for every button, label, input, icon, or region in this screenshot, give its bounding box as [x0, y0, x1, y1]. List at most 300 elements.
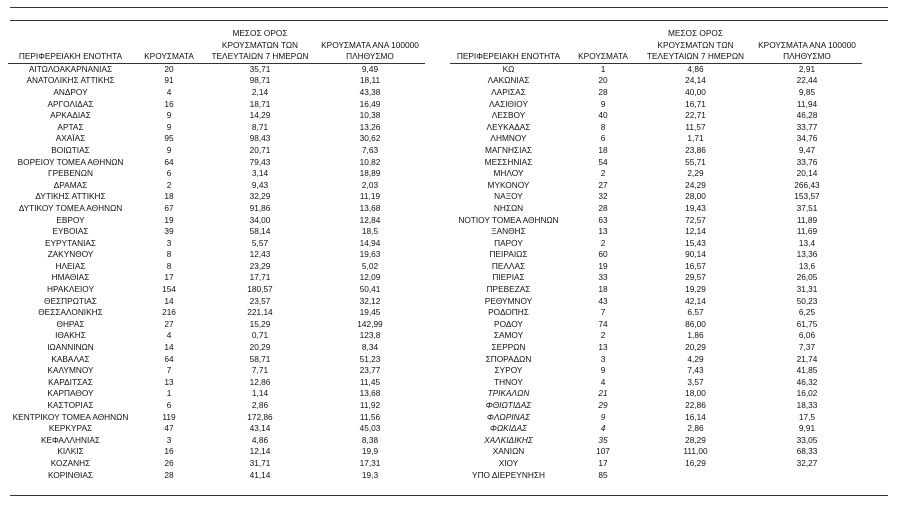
- region-cell: ΚΕΝΤΡΙΚΟΥ ΤΟΜΕΑ ΑΘΗΝΩΝ: [12, 411, 129, 422]
- per-100k-cell: 61,75: [796, 318, 818, 329]
- avg-7day-cell: 15,29: [249, 318, 271, 329]
- region-cell: ΣΠΟΡΑΔΩΝ: [485, 353, 532, 364]
- avg-7day-cell: 1,14: [251, 388, 269, 399]
- cases-cell: 40: [598, 110, 608, 121]
- avg-7day-cell: 98,43: [249, 133, 271, 144]
- region-cell: ΓΡΕΒΕΝΩΝ: [48, 168, 93, 179]
- avg-7day-cell: 55,71: [685, 156, 706, 167]
- per-100k-cell: 11,89: [796, 214, 818, 225]
- per-100k-cell: 18,11: [359, 75, 381, 86]
- avg-7day-cell: 2,86: [687, 423, 704, 434]
- per-100k-cell: 9,47: [798, 144, 816, 155]
- region-cell: ΚΑΡΔΙΤΣΑΣ: [48, 376, 93, 387]
- per-100k-cell: 18,33: [796, 400, 818, 410]
- region-cell: ΠΑΡΟΥ: [494, 237, 523, 248]
- table-row: [8, 99, 425, 111]
- table-row: [8, 249, 425, 261]
- per-100k-cell: 11,56: [359, 411, 381, 422]
- table-row: [450, 458, 862, 470]
- avg-7day-cell: [639, 470, 752, 482]
- avg-7day-cell: 180,57: [247, 284, 273, 295]
- region-cell: ΗΡΑΚΛΕΙΟΥ: [46, 284, 95, 295]
- cases-table-right: [450, 28, 862, 481]
- cases-cell: 6: [166, 168, 172, 179]
- region-cell: ΚΟΖΑΝΗΣ: [50, 457, 91, 468]
- cases-cell: 27: [598, 179, 608, 190]
- per-100k-cell: 2,91: [798, 63, 816, 74]
- per-100k-cell: 46,28: [796, 110, 818, 121]
- region-cell: ΧΑΛΚΙΔΙΚΗΣ: [484, 434, 533, 445]
- per-100k-cell: 45,03: [359, 423, 381, 434]
- region-cell: ΛΗΜΝΟΥ: [490, 133, 527, 144]
- region-cell: ΚΩ: [502, 63, 515, 74]
- table-row: [8, 435, 425, 447]
- per-100k-cell: 17,5: [798, 411, 816, 422]
- per-100k-cell: 19,45: [359, 307, 381, 318]
- cases-cell: 17: [164, 272, 174, 283]
- table-row: [450, 435, 862, 447]
- per-100k-cell: 9,91: [798, 423, 816, 434]
- cases-cell: 14: [164, 295, 174, 306]
- table-row: [450, 157, 862, 169]
- table-row: [450, 226, 862, 238]
- per-100k-cell: 5,02: [361, 260, 379, 271]
- cases-cell: 9: [600, 411, 606, 422]
- table-row: [450, 354, 862, 366]
- per-100k-cell: 14,94: [359, 237, 381, 248]
- per-100k-cell: 23,77: [359, 365, 381, 376]
- per-100k-cell: 16,02: [796, 388, 818, 399]
- cases-cell: 16: [164, 446, 174, 457]
- per-100k-cell: 8,38: [361, 434, 379, 445]
- region-cell: ΕΥΡΥΤΑΝΙΑΣ: [44, 237, 97, 248]
- per-100k-cell: 19,3: [361, 469, 379, 480]
- table-row: [8, 261, 425, 273]
- cases-cell: 154: [162, 284, 176, 295]
- per-100k-cell: 12,09: [359, 272, 381, 283]
- header-7day-average: ΜΕΣΟΣ ΟΡΟΣ ΚΡΟΥΣΜΑΤΩΝ ΤΩΝ ΤΕΛΕΥΤΑΙΩΝ 7 ΗΜΕΡΩΝ: [639, 28, 752, 63]
- table-row: [8, 133, 425, 145]
- avg-7day-cell: 22,71: [685, 110, 706, 121]
- cases-cell: 8: [166, 249, 172, 260]
- cases-cell: 3: [166, 434, 172, 445]
- cases-cell: 14: [164, 342, 174, 353]
- per-100k-cell: 30,62: [359, 133, 381, 144]
- region-cell: ΔΥΤΙΚΗΣ ΑΤΤΙΚΗΣ: [35, 191, 106, 202]
- avg-7day-cell: 172,86: [247, 411, 273, 422]
- per-100k-cell: 12,84: [359, 214, 381, 225]
- cases-cell: 13: [598, 342, 608, 353]
- per-100k-cell: 50,23: [796, 295, 818, 306]
- table-row: [8, 145, 425, 157]
- avg-7day-cell: 20,71: [249, 144, 271, 155]
- table-row: [450, 423, 862, 435]
- table-row: [8, 330, 425, 342]
- cases-cell: 43: [598, 295, 608, 306]
- avg-7day-cell: 23,29: [249, 260, 271, 271]
- avg-7day-cell: 72,57: [685, 214, 706, 225]
- table-row: [450, 75, 862, 87]
- cases-cell: 63: [598, 214, 608, 225]
- cases-cell: 28: [598, 202, 608, 213]
- avg-7day-cell: 79,43: [249, 156, 271, 167]
- cases-cell: 2: [600, 237, 606, 248]
- avg-7day-cell: 20,29: [249, 342, 271, 353]
- per-100k-cell: 50,41: [359, 284, 381, 295]
- region-cell: ΝΑΞΟΥ: [494, 191, 523, 202]
- cases-cell: 74: [598, 318, 608, 329]
- avg-7day-cell: 22,86: [685, 400, 706, 410]
- region-cell: ΣΑΜΟΥ: [493, 330, 524, 341]
- cases-cell: 47: [164, 423, 174, 434]
- region-cell: ΚΕΦΑΛΛΗΝΙΑΣ: [40, 434, 101, 445]
- per-100k-cell: 11,69: [796, 226, 818, 237]
- avg-7day-cell: 12,43: [249, 249, 271, 260]
- region-cell: ΑΧΑΪΑΣ: [55, 133, 86, 144]
- per-100k-cell: 9,49: [361, 63, 379, 74]
- table-row: [8, 412, 425, 424]
- table-row: [450, 215, 862, 227]
- avg-7day-cell: 23,57: [249, 295, 271, 306]
- cases-cell: 107: [596, 446, 610, 457]
- cases-cell: 17: [598, 457, 608, 468]
- avg-7day-cell: 19,29: [685, 284, 706, 295]
- cases-cell: 19: [598, 260, 608, 271]
- region-cell: ΧΑΝΙΩΝ: [492, 446, 525, 457]
- per-100k-cell: 266,43: [794, 179, 820, 190]
- region-cell: ΘΕΣΣΑΛΟΝΙΚΗΣ: [38, 307, 103, 318]
- table-row: [450, 330, 862, 342]
- per-100k-cell: 11,19: [359, 191, 381, 202]
- cases-cell: 67: [164, 202, 174, 213]
- table-row: [8, 342, 425, 354]
- per-100k-cell: 13,36: [796, 249, 818, 260]
- avg-7day-cell: 4,86: [251, 434, 269, 445]
- per-100k-cell: 41,85: [796, 365, 818, 376]
- table-row: [450, 87, 862, 99]
- table-row: [8, 122, 425, 134]
- table-row: [450, 470, 862, 482]
- region-cell: ΑΝΑΤΟΛΙΚΗΣ ΑΤΤΙΚΗΣ: [26, 75, 115, 86]
- cases-cell: 60: [598, 249, 608, 260]
- region-cell: ΔΥΤΙΚΟΥ ΤΟΜΕΑ ΑΘΗΝΩΝ: [18, 202, 123, 213]
- cases-cell: 28: [164, 469, 174, 480]
- table-row: [450, 284, 862, 296]
- table-row: [8, 180, 425, 192]
- region-cell: ΧΙΟΥ: [498, 457, 519, 468]
- avg-7day-cell: 32,29: [249, 191, 271, 202]
- cases-cell: 8: [600, 121, 606, 132]
- per-100k-cell: 18,5: [361, 226, 379, 237]
- table-row: [8, 215, 425, 227]
- region-cell: ΑΡΓΟΛΙΔΑΣ: [47, 98, 94, 109]
- per-100k-cell: 68,33: [796, 446, 818, 457]
- cases-cell: 4: [166, 330, 172, 341]
- header-region: ΠΕΡΙΦΕΡΕΙΑΚΗ ΕΝΟΤΗΤΑ: [8, 28, 133, 63]
- header-cases: ΚΡΟΥΣΜΑΤΑ: [133, 28, 205, 63]
- per-100k-cell: 22,44: [796, 75, 818, 86]
- region-cell: ΡΟΔΟΠΗΣ: [488, 307, 529, 318]
- avg-7day-cell: 3,57: [687, 376, 704, 387]
- region-cell: ΛΑΡΙΣΑΣ: [491, 86, 526, 97]
- table-row: [450, 388, 862, 400]
- avg-7day-cell: 41,14: [249, 469, 271, 480]
- per-100k-cell: 6,25: [798, 307, 816, 318]
- per-100k-cell: 33,77: [796, 121, 818, 132]
- per-100k-cell: 46,32: [796, 376, 818, 387]
- avg-7day-cell: 16,71: [685, 98, 706, 109]
- cases-cell: 39: [164, 226, 174, 237]
- cases-cell: 13: [598, 226, 608, 237]
- region-cell: ΤΗΝΟΥ: [494, 376, 523, 387]
- avg-7day-cell: 6,57: [687, 307, 704, 318]
- cases-cell: 33: [598, 272, 608, 283]
- region-cell: ΜΕΣΣΗΝΙΑΣ: [484, 156, 533, 167]
- table-row: [450, 342, 862, 354]
- avg-7day-cell: 58,71: [249, 353, 271, 364]
- cases-cell: 26: [164, 457, 174, 468]
- table-row: [8, 319, 425, 331]
- region-cell: ΥΠΟ ΔΙΕΡΕΥΝΗΣΗ: [472, 469, 545, 480]
- region-cell: ΤΡΙΚΑΛΩΝ: [487, 388, 530, 399]
- per-100k-cell: 34,76: [796, 133, 818, 144]
- region-cell: ΜΗΛΟΥ: [493, 168, 524, 179]
- table-row: [450, 412, 862, 424]
- cases-cell: 7: [166, 365, 172, 376]
- avg-7day-cell: 7,43: [687, 365, 704, 376]
- table-row: [8, 226, 425, 238]
- avg-7day-cell: 90,14: [685, 249, 706, 260]
- cases-cell: 32: [598, 191, 608, 202]
- per-100k-cell: 37,51: [796, 202, 818, 213]
- region-cell: ΦΛΩΡΙΝΑΣ: [486, 411, 531, 422]
- region-cell: ΕΥΒΟΙΑΣ: [52, 226, 89, 237]
- header-region: ΠΕΡΙΦΕΡΕΙΑΚΗ ΕΝΟΤΗΤΑ: [450, 28, 567, 63]
- avg-7day-cell: 7,71: [251, 365, 269, 376]
- table-row: [450, 365, 862, 377]
- table-row: [450, 261, 862, 273]
- per-100k-cell: 8,34: [361, 342, 379, 353]
- header-cases: ΚΡΟΥΣΜΑΤΑ: [567, 28, 639, 63]
- region-cell: ΝΟΤΙΟΥ ΤΟΜΕΑ ΑΘΗΝΩΝ: [458, 214, 559, 225]
- region-cell: ΚΑΡΠΑΘΟΥ: [47, 388, 94, 399]
- table-row: [8, 470, 425, 482]
- table-row: [8, 203, 425, 215]
- region-cell: ΜΥΚΟΝΟΥ: [487, 179, 530, 190]
- avg-7day-cell: 0,71: [251, 330, 269, 341]
- avg-7day-cell: 86,00: [685, 318, 706, 329]
- table-row: [450, 319, 862, 331]
- cases-cell: 20: [164, 63, 174, 74]
- per-100k-cell: 13,68: [359, 388, 381, 399]
- cases-cell: 8: [166, 260, 172, 271]
- avg-7day-cell: 5,57: [251, 237, 269, 248]
- bottom-rule: [10, 495, 888, 496]
- per-100k-cell: 20,14: [796, 168, 818, 179]
- avg-7day-cell: 15,43: [685, 237, 706, 248]
- cases-cell: 18: [164, 191, 174, 202]
- cases-cell: 16: [164, 98, 174, 109]
- per-100k-cell: 17,31: [359, 457, 381, 468]
- avg-7day-cell: 1,86: [687, 330, 704, 341]
- cases-cell: 9: [166, 110, 172, 121]
- avg-7day-cell: 16,14: [685, 411, 706, 422]
- table-row: [450, 238, 862, 250]
- region-cell: ΣΕΡΡΩΝ: [491, 342, 526, 353]
- region-cell: ΚΑΒΑΛΑΣ: [51, 353, 90, 364]
- avg-7day-cell: 40,00: [685, 86, 706, 97]
- table-row: [450, 296, 862, 308]
- region-cell: ΡΕΘΥΜΝΟΥ: [484, 295, 533, 306]
- cases-cell: 35: [598, 434, 608, 445]
- table-row: [450, 122, 862, 134]
- region-cell: ΠΕΛΛΑΣ: [491, 260, 526, 271]
- per-100k-cell: 32,12: [359, 295, 381, 306]
- table-header-row: [450, 28, 862, 63]
- avg-7day-cell: 4,29: [687, 353, 704, 364]
- per-100k-cell: 51,23: [359, 353, 381, 364]
- region-cell: ΚΟΡΙΝΘΙΑΣ: [48, 469, 93, 480]
- table-body-left: [8, 63, 425, 481]
- per-100k-cell: 19,9: [361, 446, 379, 457]
- region-cell: ΘΗΡΑΣ: [56, 318, 85, 329]
- region-cell: ΚΑΛΥΜΝΟΥ: [47, 365, 94, 376]
- per-100k-cell: 10,82: [359, 156, 381, 167]
- region-cell: ΕΒΡΟΥ: [56, 214, 85, 225]
- per-100k-cell: 16,49: [359, 98, 381, 109]
- cases-cell: 27: [164, 318, 174, 329]
- cases-cell: 20: [598, 75, 608, 86]
- avg-7day-cell: 111,00: [683, 446, 708, 457]
- region-cell: ΑΙΤΩΛΟΑΚΑΡΝΑΝΙΑΣ: [28, 63, 113, 74]
- avg-7day-cell: 3,14: [251, 168, 269, 179]
- table-row: [8, 284, 425, 296]
- cases-cell: 4: [166, 86, 172, 97]
- region-cell: ΠΡΕΒΕΖΑΣ: [486, 284, 531, 295]
- table-row: [8, 446, 425, 458]
- avg-7day-cell: 17,71: [249, 272, 271, 283]
- table-row: [450, 400, 862, 412]
- table-row: [8, 238, 425, 250]
- table-row: [8, 423, 425, 435]
- avg-7day-cell: 12,86: [249, 376, 271, 387]
- avg-7day-cell: 9,43: [251, 179, 269, 190]
- cases-cell: 2: [600, 330, 606, 341]
- avg-7day-cell: 58,14: [249, 226, 271, 237]
- avg-7day-cell: 91,86: [249, 202, 271, 213]
- per-100k-cell: 7,63: [361, 144, 379, 155]
- per-100k-cell: 13,6: [798, 260, 816, 271]
- table-row: [450, 110, 862, 122]
- cases-cell: 9: [600, 365, 606, 376]
- per-100k-cell: 33,05: [796, 434, 818, 445]
- table-row: [8, 307, 425, 319]
- table-row: [450, 307, 862, 319]
- region-cell: ΛΕΥΚΑΔΑΣ: [486, 121, 531, 132]
- avg-7day-cell: 23,86: [685, 144, 706, 155]
- table-row: [8, 110, 425, 122]
- per-100k-cell: 10,38: [359, 110, 381, 121]
- table-row: [450, 191, 862, 203]
- table-row: [8, 272, 425, 284]
- region-cell: ΖΑΚΥΝΘΟΥ: [47, 249, 94, 260]
- table-row: [8, 157, 425, 169]
- region-cell: ΡΟΔΟΥ: [494, 318, 523, 329]
- cases-cell: 2: [166, 179, 172, 190]
- avg-7day-cell: 34,00: [249, 214, 271, 225]
- region-cell: ΗΜΑΘΙΑΣ: [51, 272, 90, 283]
- cases-cell: 3: [166, 237, 172, 248]
- header-per-100k: ΚΡΟΥΣΜΑΤΑ ΑΝΑ 100000 ΠΛΗΘΥΣΜΟ: [315, 28, 425, 63]
- table-row: [8, 365, 425, 377]
- per-100k-cell: 2,03: [361, 179, 379, 190]
- per-100k-cell: 7,37: [798, 342, 816, 353]
- region-cell: ΒΟΡΕΙΟΥ ΤΟΜΕΑ ΑΘΗΝΩΝ: [17, 156, 124, 167]
- avg-7day-cell: 18,00: [685, 388, 706, 399]
- per-100k-cell: 13,68: [359, 202, 381, 213]
- region-cell: ΙΘΑΚΗΣ: [55, 330, 86, 341]
- avg-7day-cell: 31,71: [249, 457, 271, 468]
- table-row: [8, 75, 425, 87]
- avg-7day-cell: 221,14: [247, 307, 273, 318]
- avg-7day-cell: 2,86: [251, 400, 269, 410]
- table-row: [450, 168, 862, 180]
- region-cell: ΙΩΑΝΝΙΝΩΝ: [47, 342, 94, 353]
- table-row: [450, 249, 862, 261]
- table-row: [8, 400, 425, 412]
- table-row: [8, 191, 425, 203]
- avg-7day-cell: 19,43: [685, 202, 706, 213]
- table-row: [450, 133, 862, 145]
- per-100k-cell: 43,38: [359, 86, 381, 97]
- per-100k-cell: 11,45: [359, 376, 381, 387]
- region-cell: ΛΑΚΩΝΙΑΣ: [487, 75, 530, 86]
- cases-cell: 54: [598, 156, 608, 167]
- table-row: [450, 446, 862, 458]
- per-100k-cell: 13,26: [359, 121, 381, 132]
- avg-7day-cell: 11,57: [685, 121, 706, 132]
- cases-cell: 1: [600, 63, 606, 74]
- avg-7day-cell: 98,71: [249, 75, 271, 86]
- region-cell: ΛΕΣΒΟΥ: [491, 110, 526, 121]
- region-cell: ΚΙΛΚΙΣ: [57, 446, 84, 457]
- per-100k-cell: 11,94: [796, 98, 818, 109]
- region-cell: ΝΗΣΩΝ: [493, 202, 524, 213]
- region-cell: ΞΑΝΘΗΣ: [491, 226, 526, 237]
- region-cell: ΦΩΚΙΔΑΣ: [489, 423, 528, 434]
- per-100k-cell: 33,76: [796, 156, 818, 167]
- avg-7day-cell: 24,14: [685, 75, 706, 86]
- per-100k-cell: 6,06: [798, 330, 816, 341]
- region-cell: ΚΕΡΚΥΡΑΣ: [48, 423, 93, 434]
- cases-cell: 19: [164, 214, 174, 225]
- avg-7day-cell: 2,29: [687, 168, 704, 179]
- cases-cell: 21: [598, 388, 608, 399]
- table-row: [8, 168, 425, 180]
- cases-cell: 64: [164, 156, 174, 167]
- cases-table-left: [8, 28, 425, 481]
- region-cell: ΑΝΔΡΟΥ: [53, 86, 88, 97]
- cases-cell: 216: [162, 307, 176, 318]
- cases-cell: 9: [600, 98, 606, 109]
- cases-cell: 18: [598, 144, 608, 155]
- cases-cell: 18: [598, 284, 608, 295]
- cases-cell: 85: [598, 469, 608, 480]
- avg-7day-cell: 4,86: [687, 63, 704, 74]
- avg-7day-cell: 12,14: [249, 446, 271, 457]
- per-100k-cell: 9,85: [798, 86, 816, 97]
- header-7day-average: ΜΕΣΟΣ ΟΡΟΣ ΚΡΟΥΣΜΑΤΩΝ ΤΩΝ ΤΕΛΕΥΤΑΙΩΝ 7 ΗΜΕΡΩΝ: [205, 28, 315, 63]
